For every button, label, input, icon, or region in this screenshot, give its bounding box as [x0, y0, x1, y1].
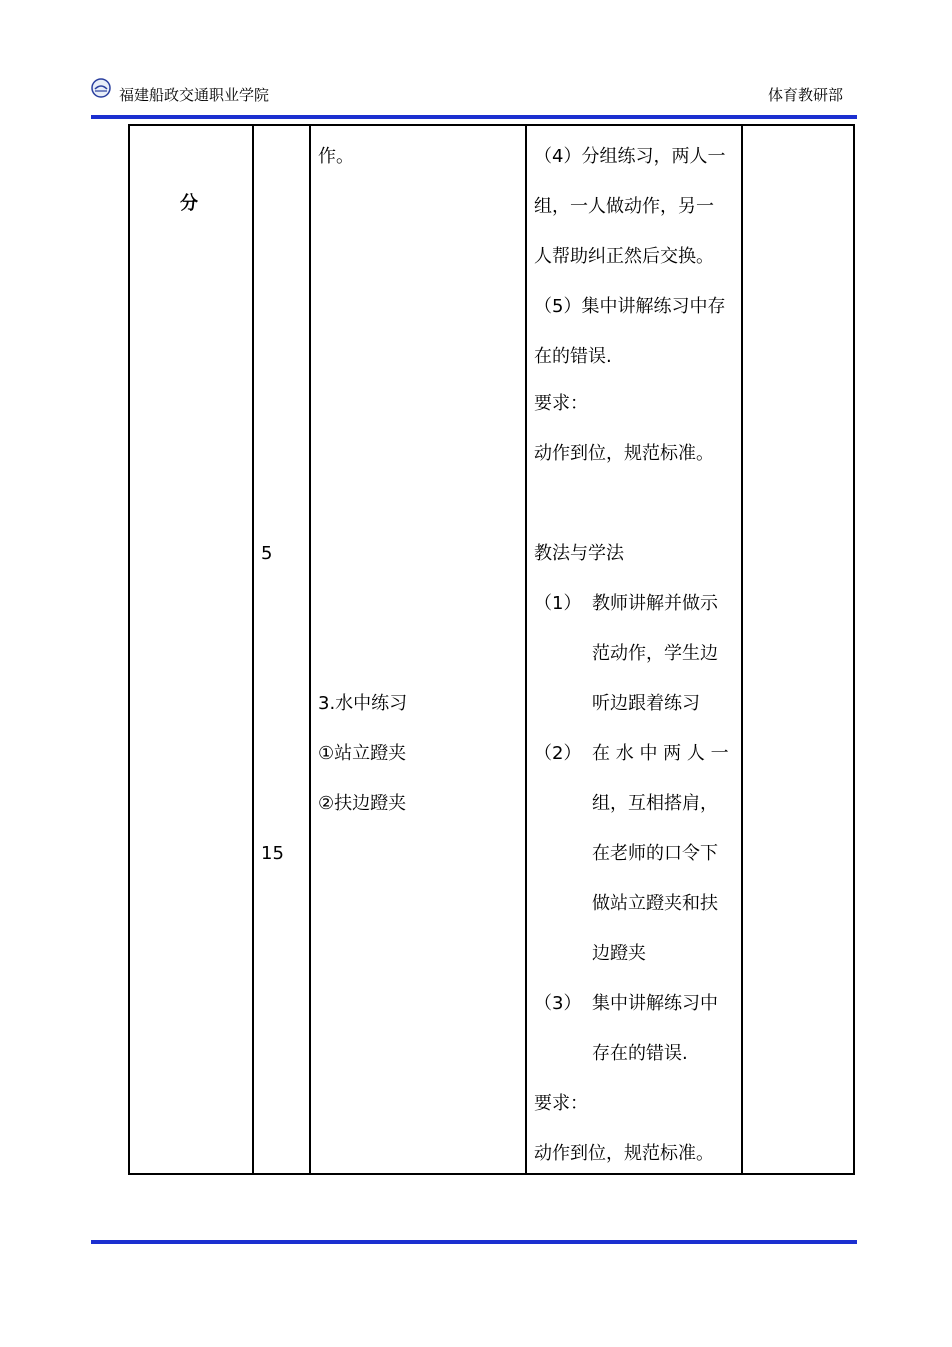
method-text: 在 水 中 两 人 一 — [592, 743, 729, 764]
column-divider — [252, 126, 254, 1173]
column-divider — [309, 126, 311, 1173]
school-name: 福建船政交通职业学院 — [119, 86, 270, 104]
method-text: 要求： — [534, 393, 588, 414]
method-heading: 教法与学法 — [534, 543, 624, 564]
footer-divider — [91, 1240, 857, 1244]
method-number: （3） — [534, 993, 582, 1014]
method-number: （1） — [534, 593, 582, 614]
method-text: 存在的错误. — [592, 1043, 688, 1064]
page-header — [91, 72, 857, 116]
method-text: （5）集中讲解练习中存 — [534, 296, 726, 317]
method-text: 动作到位，规范标准。 — [534, 443, 714, 464]
method-text: 做站立蹬夹和扶 — [592, 893, 718, 914]
method-text: 组，一人做动作，另一 — [534, 196, 714, 217]
method-text: 动作到位，规范标准。 — [534, 1143, 714, 1164]
time-value: 5 — [261, 543, 273, 564]
column-divider — [525, 126, 527, 1173]
method-number: （2） — [534, 743, 582, 764]
section-label: 分 — [180, 193, 198, 214]
method-text: 边蹬夹 — [592, 943, 646, 964]
method-text: 在的错误. — [534, 346, 612, 367]
content-section-title: 3.水中练习 — [318, 693, 408, 714]
method-text: 人帮助纠正然后交换。 — [534, 246, 714, 267]
column-divider — [741, 126, 743, 1173]
department-name: 体育教研部 — [767, 86, 843, 104]
method-text: （4）分组练习，两人一 — [534, 146, 726, 167]
school-logo-icon — [91, 78, 111, 98]
content-item: ①站立蹬夹 — [318, 743, 407, 764]
method-text: 集中讲解练习中 — [592, 993, 718, 1014]
method-text: 听边跟着练习 — [592, 693, 700, 714]
lesson-plan-table — [128, 124, 855, 1175]
content-item: ②扶边蹬夹 — [318, 793, 407, 814]
content-text: 作。 — [318, 146, 354, 167]
method-text: 范动作，学生边 — [592, 643, 718, 664]
method-text: 教师讲解并做示 — [592, 593, 718, 614]
method-text: 要求： — [534, 1093, 588, 1114]
method-text: 在老师的口令下 — [592, 843, 718, 864]
header-divider — [91, 115, 857, 119]
time-value: 15 — [261, 843, 284, 864]
method-text: 组，互相搭肩， — [592, 793, 718, 814]
